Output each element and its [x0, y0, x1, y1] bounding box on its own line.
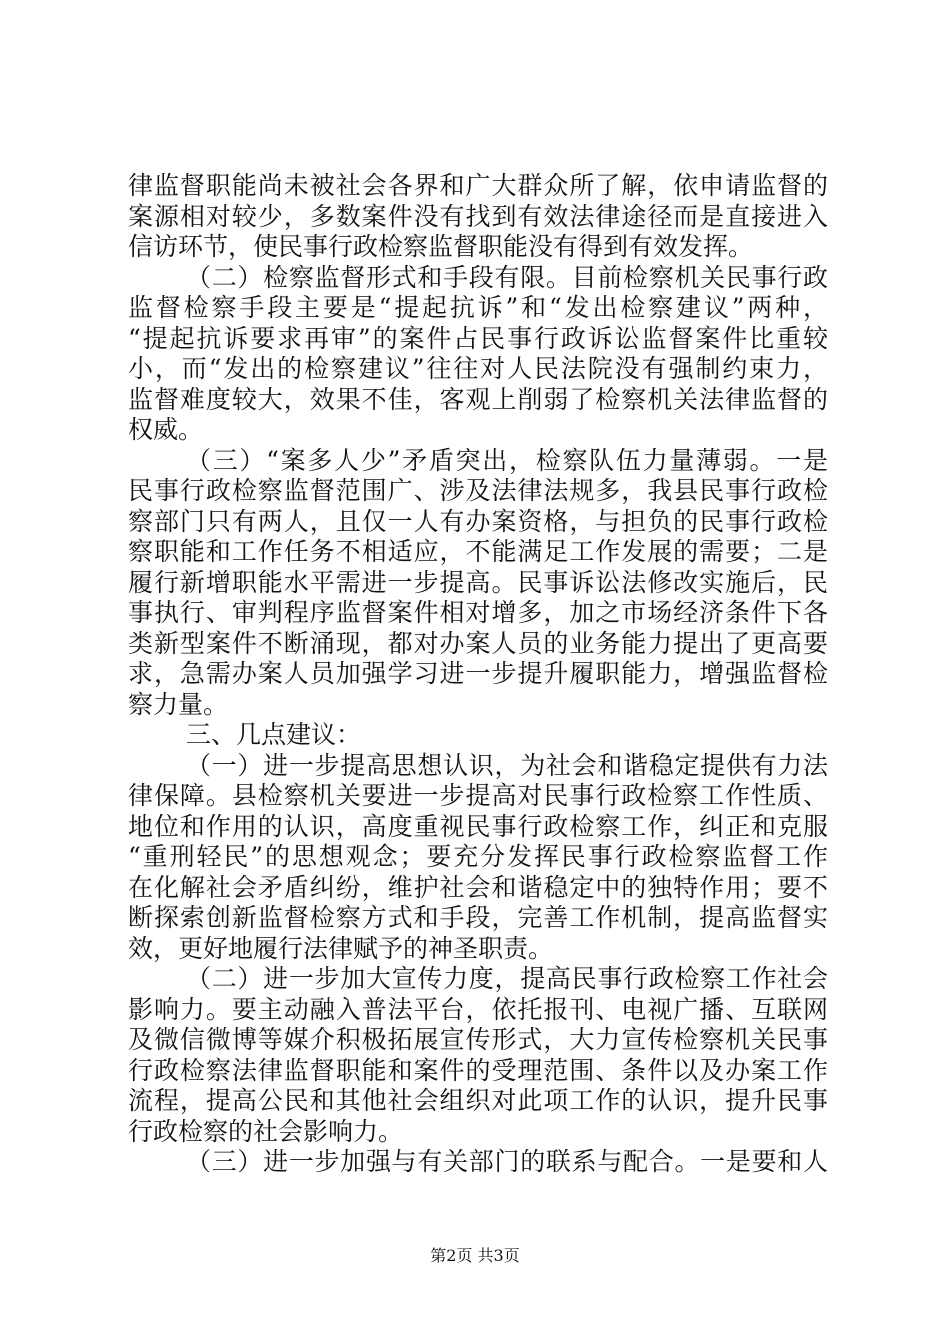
- text-line: 察力量。: [128, 689, 229, 719]
- text-line: 求，急需办案人员加强学习进一步提升履职能力，增强监督检: [128, 659, 828, 688]
- paragraph-start-line: （三）进一步加强与有关部门的联系与配合。一是要和人: [186, 1147, 828, 1176]
- text-line: 信访环节，使民事行政检察监督职能没有得到有效发挥。: [128, 232, 754, 261]
- paragraph-start-line: （二）检察监督形式和手段有限。目前检察机关民事行政: [186, 262, 828, 292]
- text-line: 事执行、审判程序监督案件相对增多，加之市场经济条件下各: [128, 598, 828, 627]
- text-line: 影响力。要主动融入普法平台，依托报刊、电视广播、互联网: [128, 994, 828, 1024]
- text-line: “提起抗诉要求再审”的案件占民事行政诉讼监督案件比重较: [128, 323, 828, 353]
- text-line: 监督难度较大，效果不佳，客观上削弱了检察机关法律监督的: [128, 384, 828, 414]
- text-line: 断探索创新监督检察方式和手段，完善工作机制，提高监督实: [128, 903, 828, 932]
- text-line: 在化解社会矛盾纠纷，维护社会和谐稳定中的独特作用；要不: [128, 872, 828, 902]
- paragraph-start-line: （三）“案多人少”矛盾突出，检察队伍力量薄弱。一是: [186, 445, 828, 475]
- section-heading: 三、几点建议：: [186, 720, 362, 749]
- text-line: 案源相对较少，多数案件没有找到有效法律途径而是直接进入: [128, 201, 828, 231]
- text-line: 察职能和工作任务不相适应，不能满足工作发展的需要；二是: [128, 537, 828, 566]
- text-line: “重刑轻民”的思想观念；要充分发挥民事行政检察监督工作: [128, 842, 828, 871]
- text-line: 地位和作用的认识，高度重视民事行政检察工作，纠正和克服: [128, 811, 828, 841]
- text-line: 流程，提高公民和其他社会组织对此项工作的认识，提升民事: [128, 1086, 828, 1115]
- text-line: 察部门只有两人，且仅一人有办案资格，与担负的民事行政检: [128, 506, 828, 536]
- text-line: 履行新增职能水平需进一步提高。民事诉讼法修改实施后，民: [128, 567, 828, 597]
- paragraph-start-line: （二）进一步加大宣传力度，提高民事行政检察工作社会: [186, 964, 828, 993]
- paragraph-start-line: （一）进一步提高思想认识，为社会和谐稳定提供有力法: [186, 750, 828, 780]
- text-line: 效，更好地履行法律赋予的神圣职责。: [128, 933, 554, 963]
- text-line: 小，而“发出的检察建议”往往对人民法院没有强制约束力，: [128, 354, 828, 383]
- page-number-footer: 第2页 共3页: [430, 1246, 520, 1265]
- text-line: 监督检察手段主要是“提起抗诉”和“发出检察建议”两种，: [128, 293, 828, 322]
- text-line: 权威。: [128, 415, 204, 444]
- text-line: 民事行政检察监督范围广、涉及法律法规多，我县民事行政检: [128, 476, 828, 505]
- text-line: 行政检察法律监督职能和案件的受理范围、条件以及办案工作: [128, 1055, 828, 1085]
- text-line: 律保障。县检察机关要进一步提高对民事行政检察工作性质、: [128, 781, 828, 810]
- text-line: 行政检察的社会影响力。: [128, 1116, 404, 1146]
- text-line: 律监督职能尚未被社会各界和广大群众所了解，依申请监督的: [128, 171, 828, 200]
- text-line: 及微信微博等媒介积极拓展宣传形式，大力宣传检察机关民事: [128, 1025, 828, 1054]
- text-line: 类新型案件不断涌现，都对办案人员的业务能力提出了更高要: [128, 628, 828, 658]
- document-body: [128, 171, 828, 1178]
